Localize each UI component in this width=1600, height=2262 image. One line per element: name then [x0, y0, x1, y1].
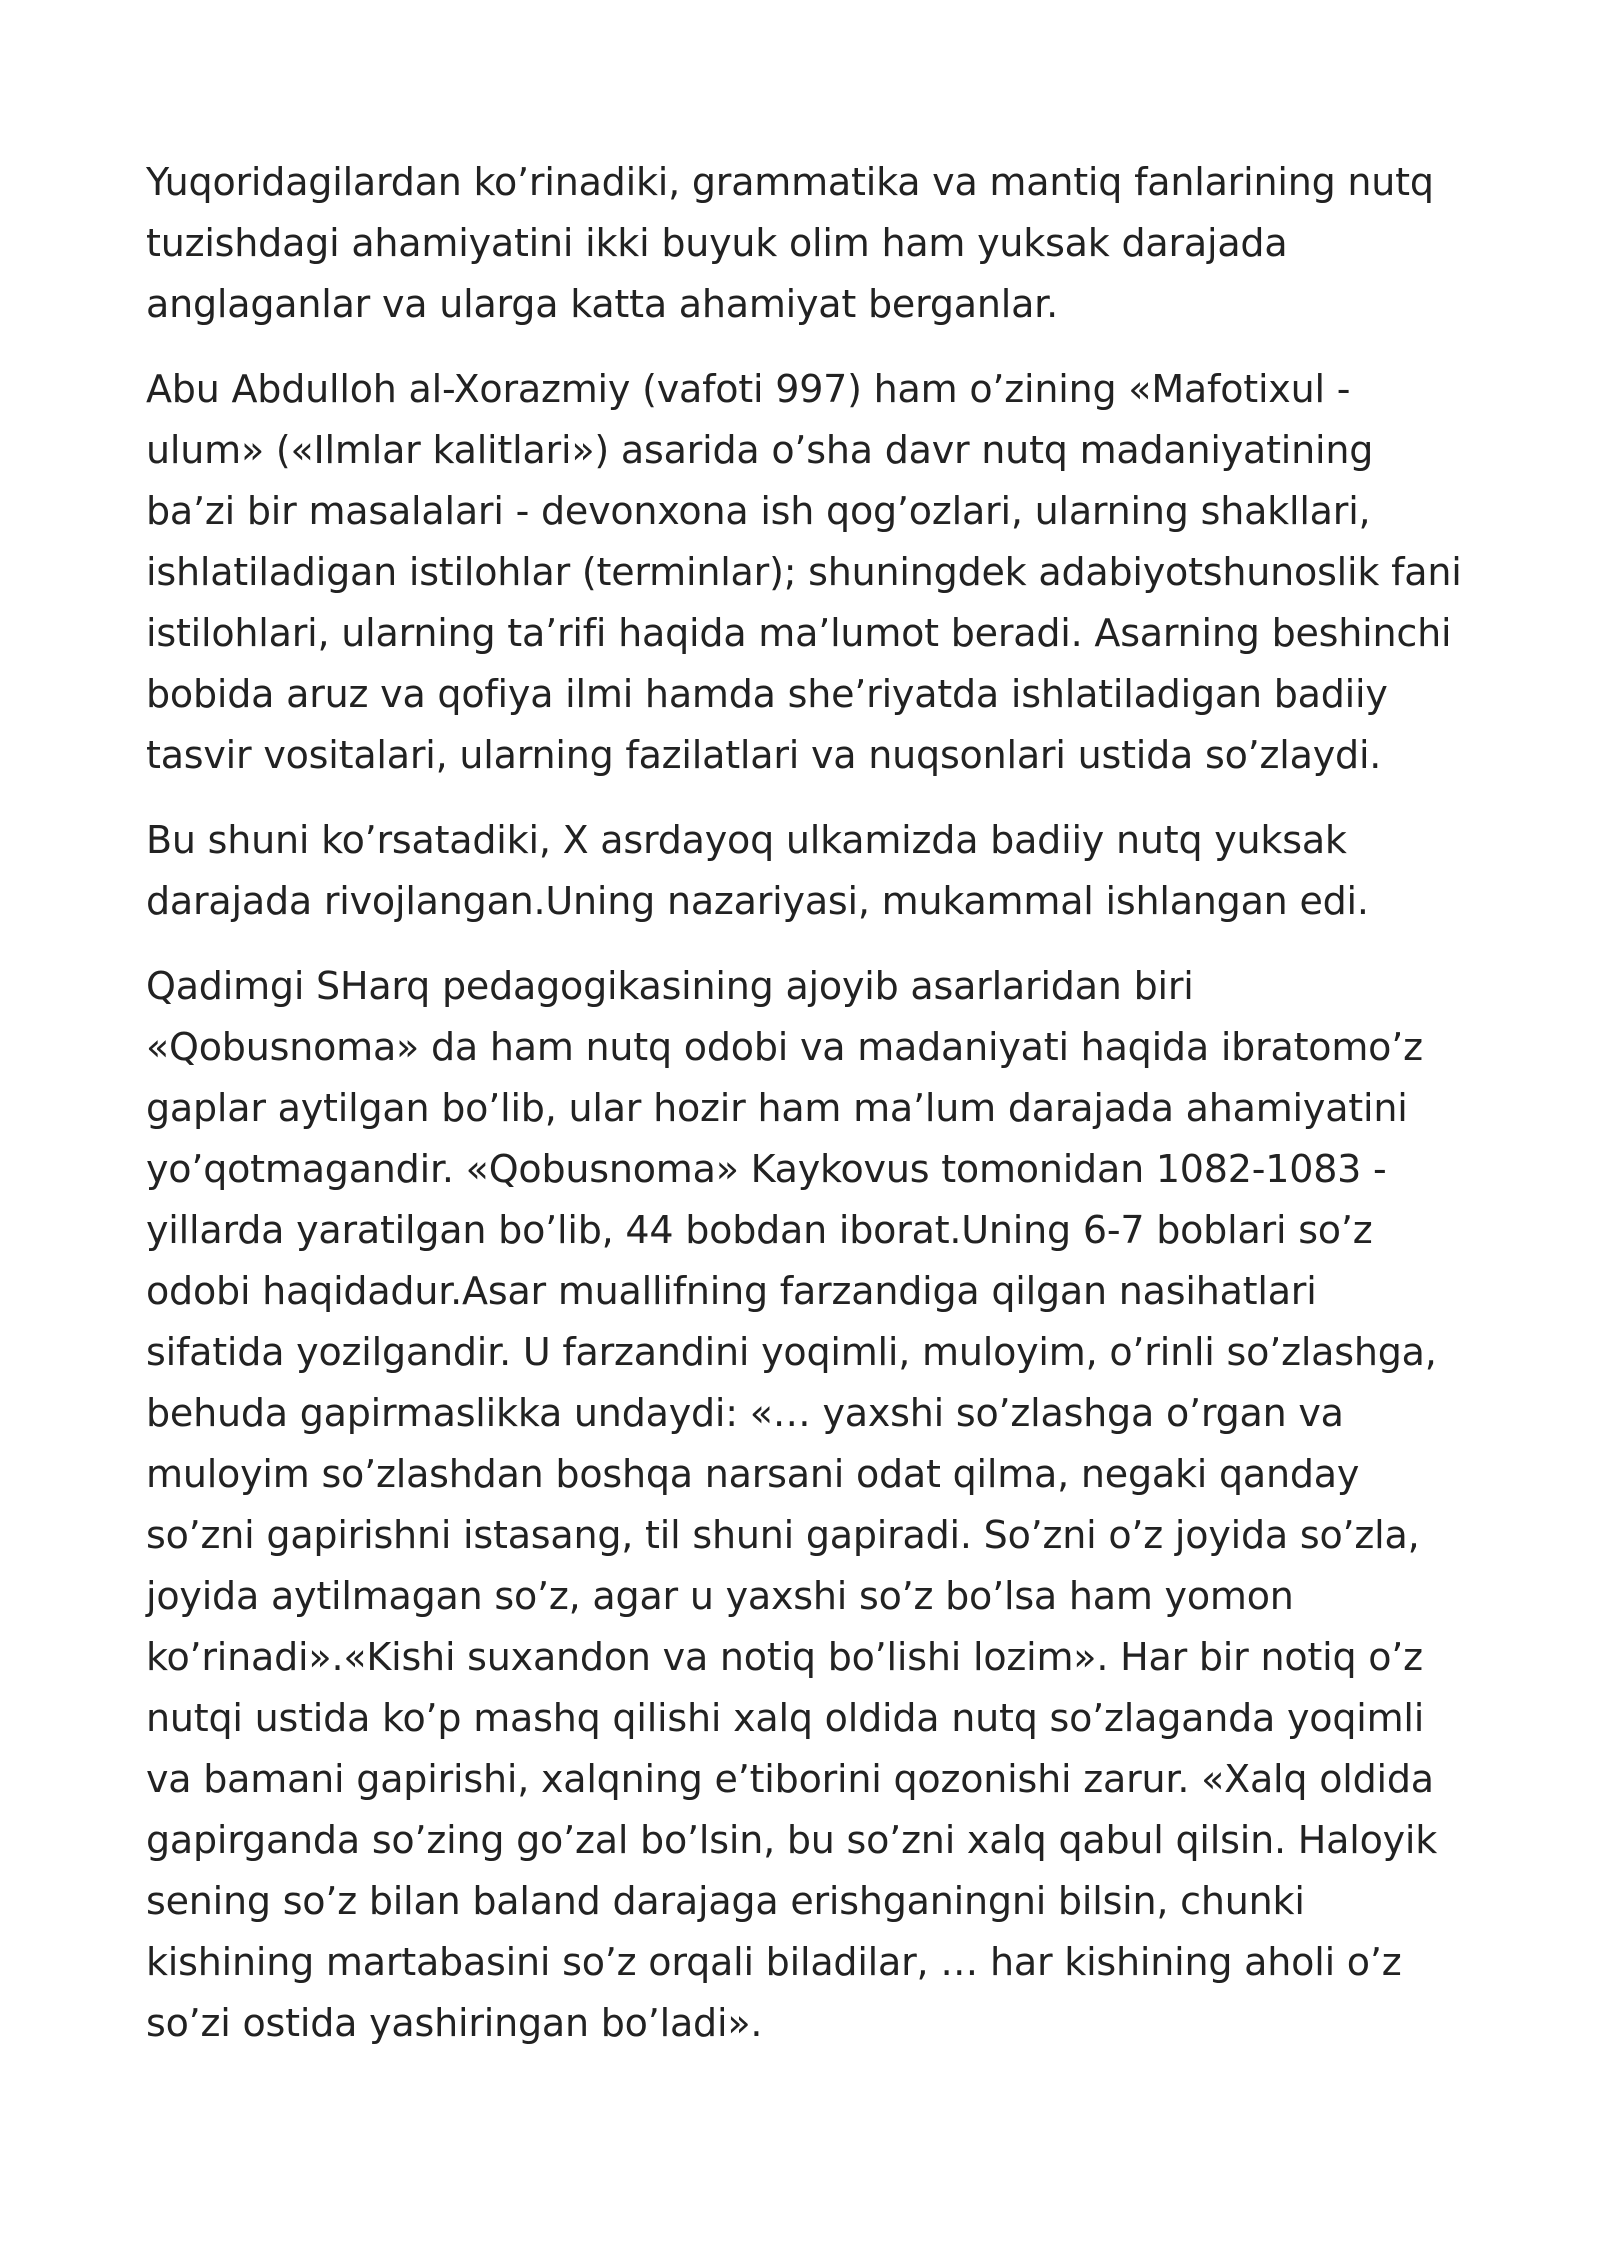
paragraph-1: Yuqoridagilardan ko’rinadiki, grammatika va mantiq fanlarining nutq tuzishdagi ahamiyatini ikki buyuk olim ham yuksak darajada anglaganlar va ularga katta ahamiyat berganlar. [146, 160, 1434, 326]
paragraph-4: Qadimgi SHarq pedagogikasining ajoyib asarlaridan biri «Qobusnoma» da ham nutq odobi va madaniyati haqida ibratomo’z gaplar aytilgan bo’lib, ular hozir ham ma’lum darajada ahamiyatini yo’qotmagandir. «Qobusnoma» Kaykovus tomonidan 1082-1083 -yillarda yaratilgan bo’lib, 44 bobdan iborat.Uning 6-7 boblari so’z odobi haqidadur.Asar muallifning farzandiga qilgan nasihatlari sifatida yozilgandir. U farzandini yoqimli, muloyim, o’rinli so’zlashga, behuda gapirmaslikka undaydi: «… yaxshi so’zlashga o’rgan va muloyim so’zlashdan boshqa narsani odat qilma, negaki qanday so’zni gapirishni istasang, til shuni gapiradi. So’zni o’z joyida so’zla, joyida aytilmagan so’z, agar u yaxshi so’z bo’lsa ham yomon ko’rinadi».«Kishi suxandon va notiq bo’lishi lozim». Har bir notiq o’z nutqi ustida ko’p mashq qilishi xalq oldida nutq so’zlaganda yoqimli va bamani gapirishi, xalqning e’tiborini qozonishi zarur. «Xalq oldida gapirganda so’zing go’zal bo’lsin, bu so’zni xalq qabul qilsin. Haloyik sening so’z bilan baland darajaga erishganingni bilsin, chunki kishining martabasini so’z orqali biladilar, … har kishining aholi o’z so’zi ostida yashiringan bo’ladi». [146, 964, 1438, 2045]
paragraph-2: Abu Abdulloh al-Xorazmiy (vafoti 997) ham o’zining «Mafotixul - ulum» («Ilmlar kalitlari») asarida o’sha davr nutq madaniyatining ba’zi bir masalalari - devonxona ish qog’ozlari, ularning shakllari, ishlatiladigan istilohlar (terminlar); shuningdek adabiyotshunoslik fani istilohlari, ularning ta’rifi haqida ma’lumot beradi. Asarning beshinchi bobida aruz va qofiya ilmi hamda she’riyatda ishlatiladigan badiiy tasvir vositalari, ularning fazilatlari va nuqsonlari ustida so’zlaydi. [146, 367, 1462, 777]
document-body [146, 152, 1464, 2078]
paragraph-3: Bu shuni ko’rsatadiki, X asrdayoq ulkamizda badiiy nutq yuksak darajada rivojlangan.Uning nazariyasi, mukammal ishlangan edi. [146, 818, 1369, 923]
